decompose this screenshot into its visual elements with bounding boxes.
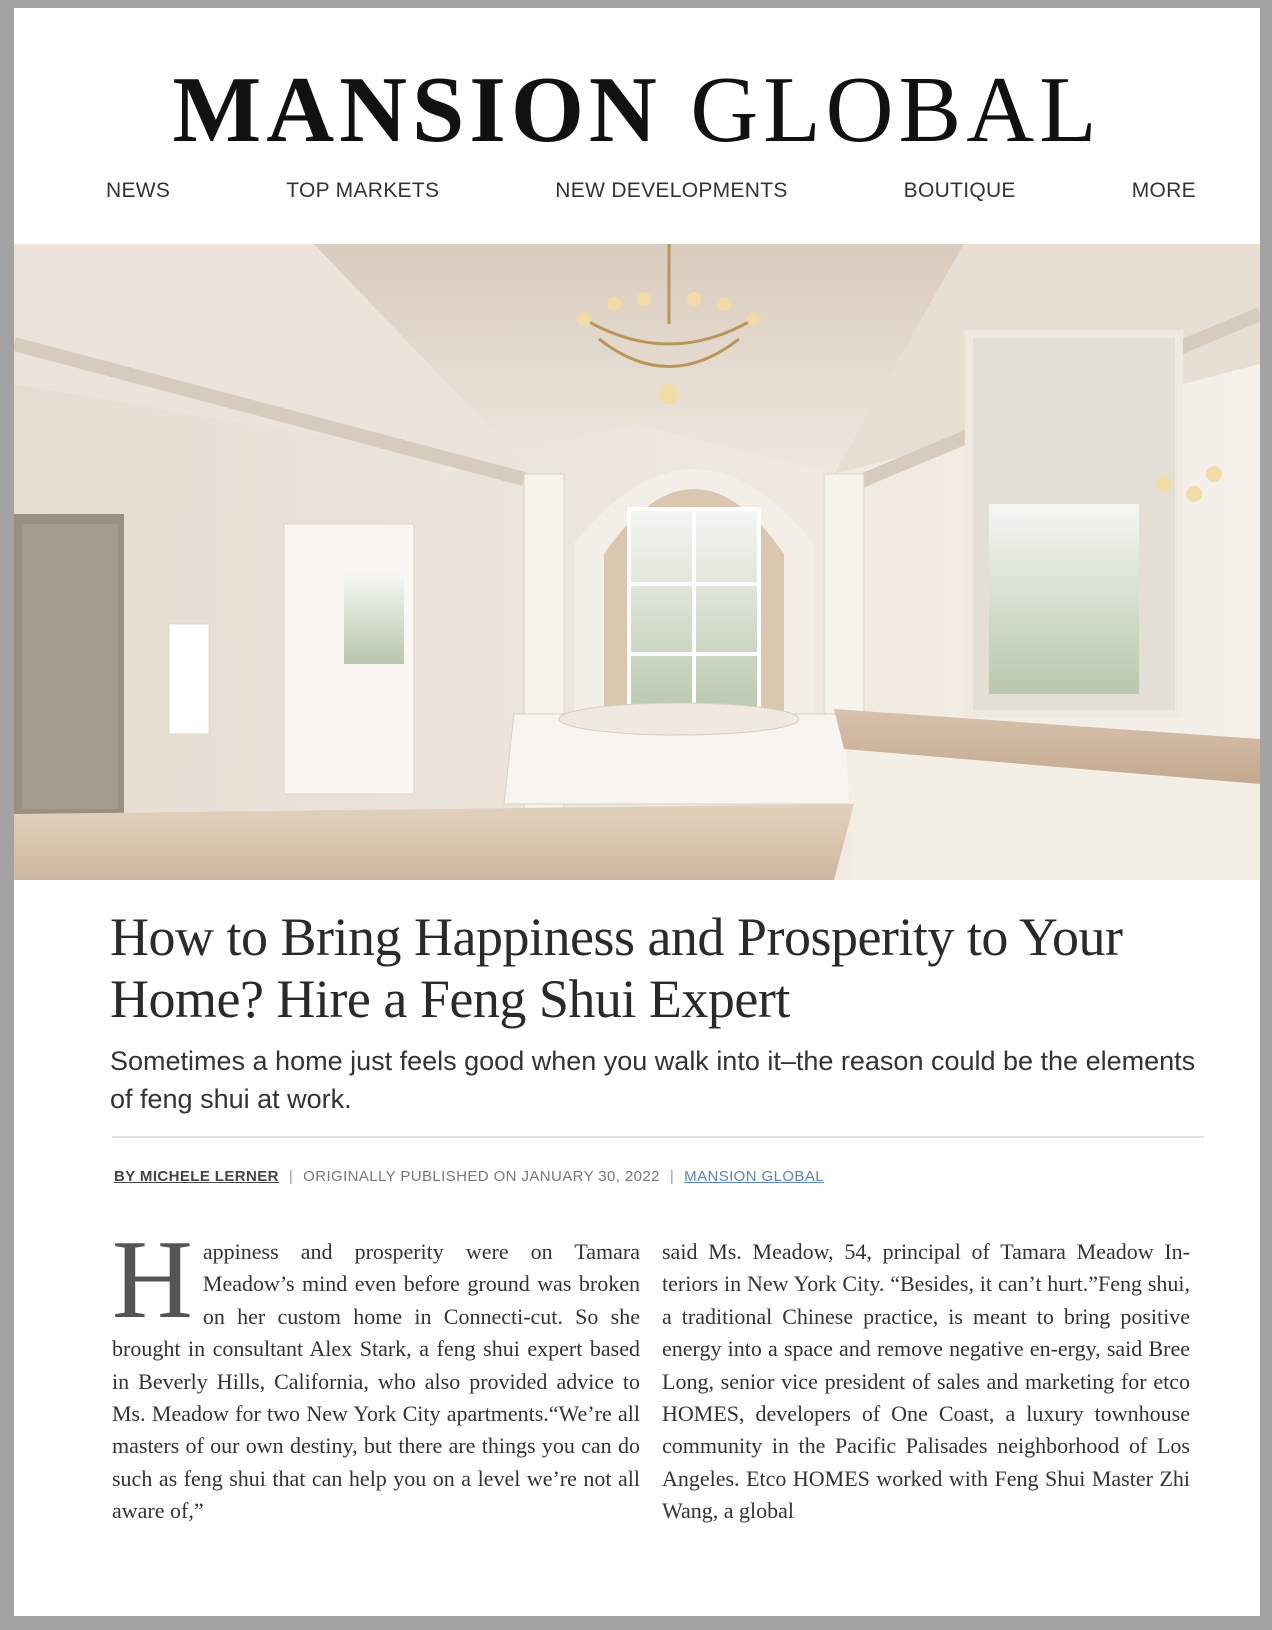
main-nav [106, 176, 1196, 206]
logo-word-mansion: MANSION [172, 58, 662, 162]
logo-word-global: GLOBAL [690, 58, 1102, 162]
article-subheadline: Sometimes a home just feels good when you walk into it–the reason could be the elements of feng shui at work. [110, 1046, 1196, 1114]
nav-item-top-markets[interactable]: TOP MARKETS [286, 179, 440, 202]
author-link[interactable]: BY MICHELE LERNER [114, 1168, 279, 1185]
nav-item-news[interactable]: NEWS [106, 179, 171, 202]
article-headline: How to Bring Happiness and Prosperity to Your Home? Hire a Feng Shui Expert [110, 907, 1123, 1029]
nav-item-boutique[interactable]: BOUTIQUE [903, 179, 1016, 202]
publish-date: ORIGINALLY PUBLISHED ON JANUARY 30, 2022 [303, 1168, 660, 1185]
byline [114, 1168, 1204, 1185]
byline-separator: | [288, 1168, 294, 1185]
masthead-logo[interactable] [14, 60, 1260, 160]
article-column-2 [662, 1236, 1190, 1528]
nav-item-new-developments[interactable]: NEW DEVELOPMENTS [555, 179, 788, 202]
byline-separator: | [669, 1168, 675, 1185]
drop-cap: H [112, 1218, 193, 1342]
nav-item-more[interactable]: MORE [1131, 179, 1196, 202]
column-1-text: appiness and prosperity were on Tamara Meadow’s mind even before ground was broken on her custom home in Connecti-cut. So she brought in consultant Alex Stark, a feng shui expert based in Beverly Hills, California, who also provided advice to Ms. Meadow for two New York City apartments.“We’re all masters of our own destiny, but there are things you can do such as feng shui that can help you on a level we’re not all aware of,” [112, 1239, 640, 1524]
divider [112, 1136, 1204, 1138]
bathroom-photo [14, 244, 1260, 880]
source-link[interactable]: MANSION GLOBAL [684, 1168, 824, 1185]
article-page [14, 8, 1260, 1616]
column-2-text: said Ms. Meadow, 54, principal of Tamara Meadow In-teriors in New York City. “Besides, it can’t hurt.”Feng shui, a traditional Chinese practice, is meant to bring positive energy into a space and remove negative en-ergy, said Bree Long, senior vice president of sales and marketing for etco HOMES, developers of One Coast, a luxury townhouse community in the Pacific Palisades neighborhood of Los Angeles. Etco HOMES worked with Feng Shui Master Zhi Wang, a global [662, 1239, 1190, 1524]
hero-image [14, 244, 1260, 880]
article-column-1 [112, 1218, 640, 1528]
